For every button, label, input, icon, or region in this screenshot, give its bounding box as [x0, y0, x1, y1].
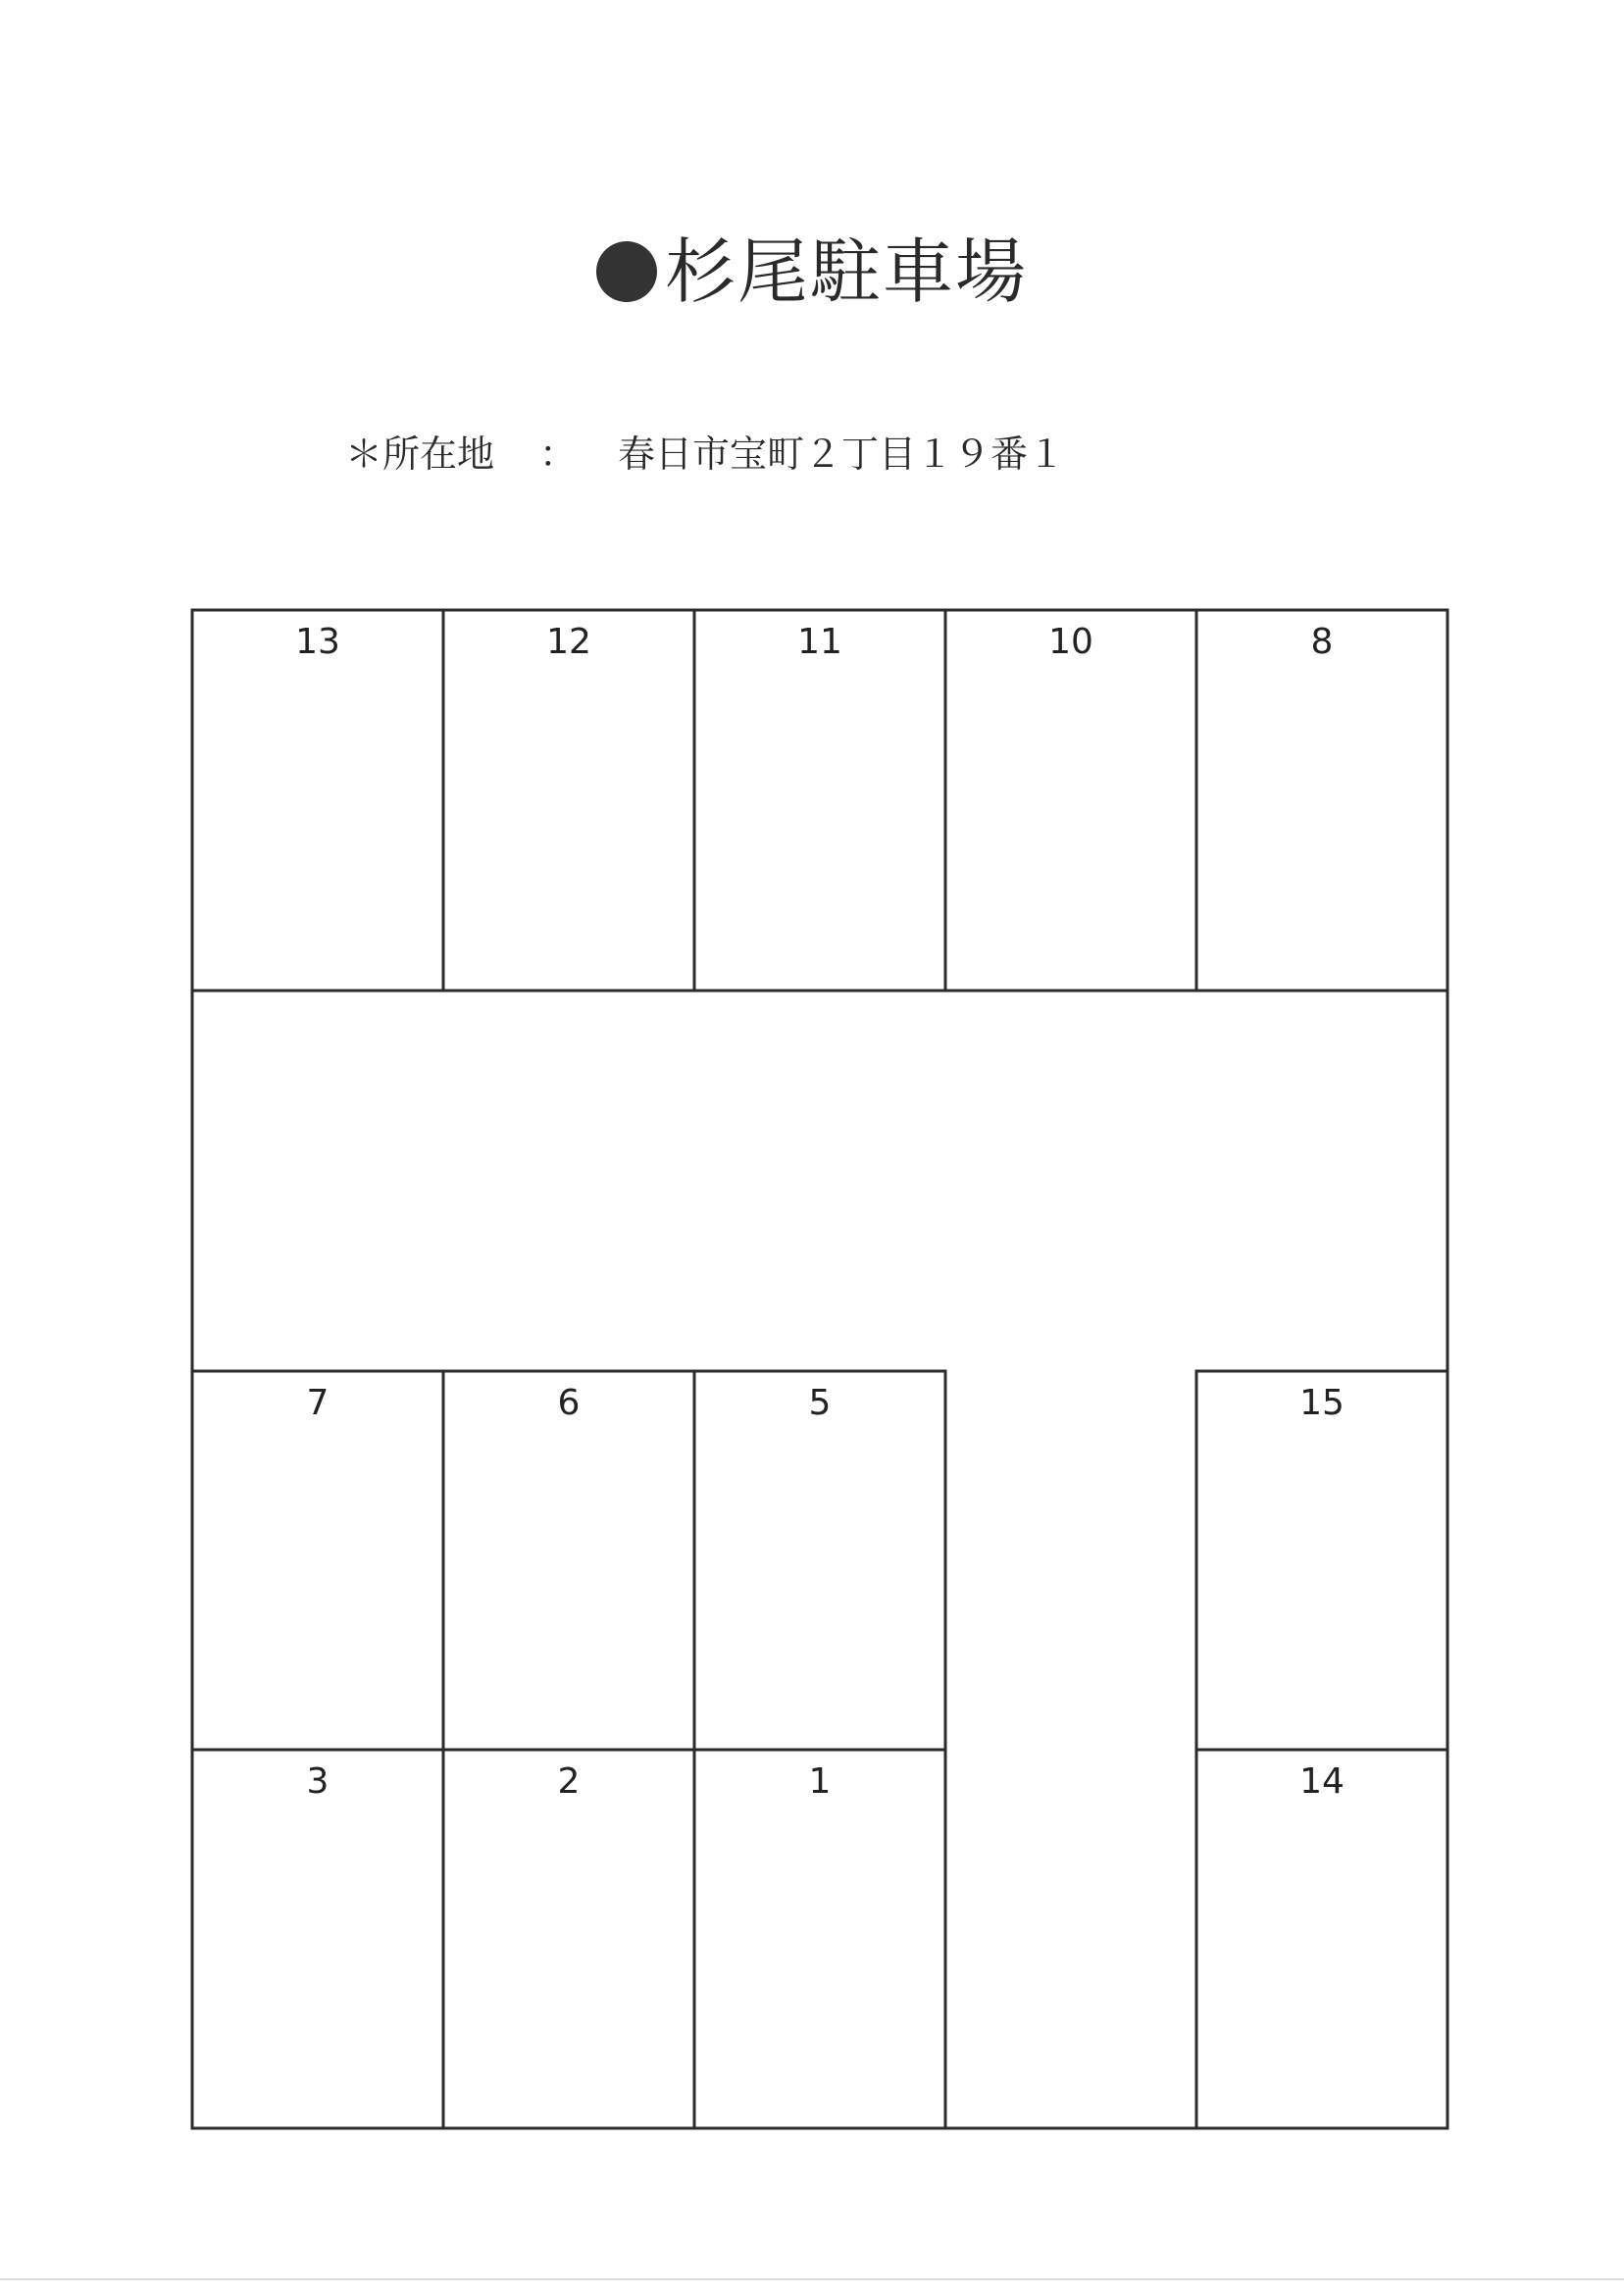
- parking-space-13: [192, 610, 443, 991]
- parking-space-number: 11: [797, 622, 842, 662]
- parking-space-box: [1196, 1750, 1447, 2128]
- parking-space-2: [443, 1750, 694, 2128]
- parking-space-3: [192, 1750, 443, 2128]
- parking-space-number: 14: [1299, 1761, 1345, 1802]
- parking-space-box: [443, 610, 694, 991]
- parking-space-11: [694, 610, 945, 991]
- parking-space-box: [1196, 1371, 1447, 1750]
- parking-space-number: 8: [1310, 622, 1334, 662]
- parking-space-box: [192, 610, 443, 991]
- address-separator: ：: [539, 433, 578, 476]
- parking-space-number: 7: [306, 1383, 330, 1423]
- parking-space-number: 5: [808, 1383, 832, 1423]
- parking-space-number: 12: [546, 622, 591, 662]
- address-value: 春日市宝町２丁目１９番１: [618, 433, 1066, 476]
- parking-space-number: 10: [1048, 622, 1093, 662]
- parking-space-14: [1196, 1750, 1447, 2128]
- parking-space-number: 15: [1299, 1383, 1345, 1423]
- parking-space-number: 6: [557, 1383, 581, 1423]
- address-label: ＊所在地: [345, 433, 495, 476]
- parking-space-box: [443, 1371, 694, 1750]
- lot-boundary: [192, 610, 1447, 2128]
- parking-space-8: [1196, 610, 1447, 991]
- parking-space-box: [192, 1750, 443, 2128]
- parking-space-box: [945, 610, 1196, 991]
- parking-space-box: [694, 610, 945, 991]
- parking-space-box: [192, 1371, 443, 1750]
- parking-space-10: [945, 610, 1196, 991]
- parking-spaces: [192, 610, 1447, 2128]
- parking-space-box: [694, 1371, 945, 1750]
- parking-space-number: 2: [557, 1761, 581, 1802]
- title-text: 杉尾駐車場: [664, 230, 1028, 313]
- parking-space-number: 13: [295, 622, 340, 662]
- parking-space-box: [1196, 610, 1447, 991]
- parking-space-5: [694, 1371, 945, 1750]
- parking-space-number: 1: [808, 1761, 832, 1802]
- page-bottom-edge: [0, 2278, 1624, 2280]
- lot-outline: [192, 610, 1447, 2128]
- parking-space-1: [694, 1750, 945, 2128]
- parking-space-15: [1196, 1371, 1447, 1750]
- parking-space-12: [443, 610, 694, 991]
- parking-space-6: [443, 1371, 694, 1750]
- parking-space-box: [443, 1750, 694, 2128]
- parking-space-number: 3: [306, 1761, 330, 1802]
- parking-space-box: [694, 1750, 945, 2128]
- parking-space-7: [192, 1371, 443, 1750]
